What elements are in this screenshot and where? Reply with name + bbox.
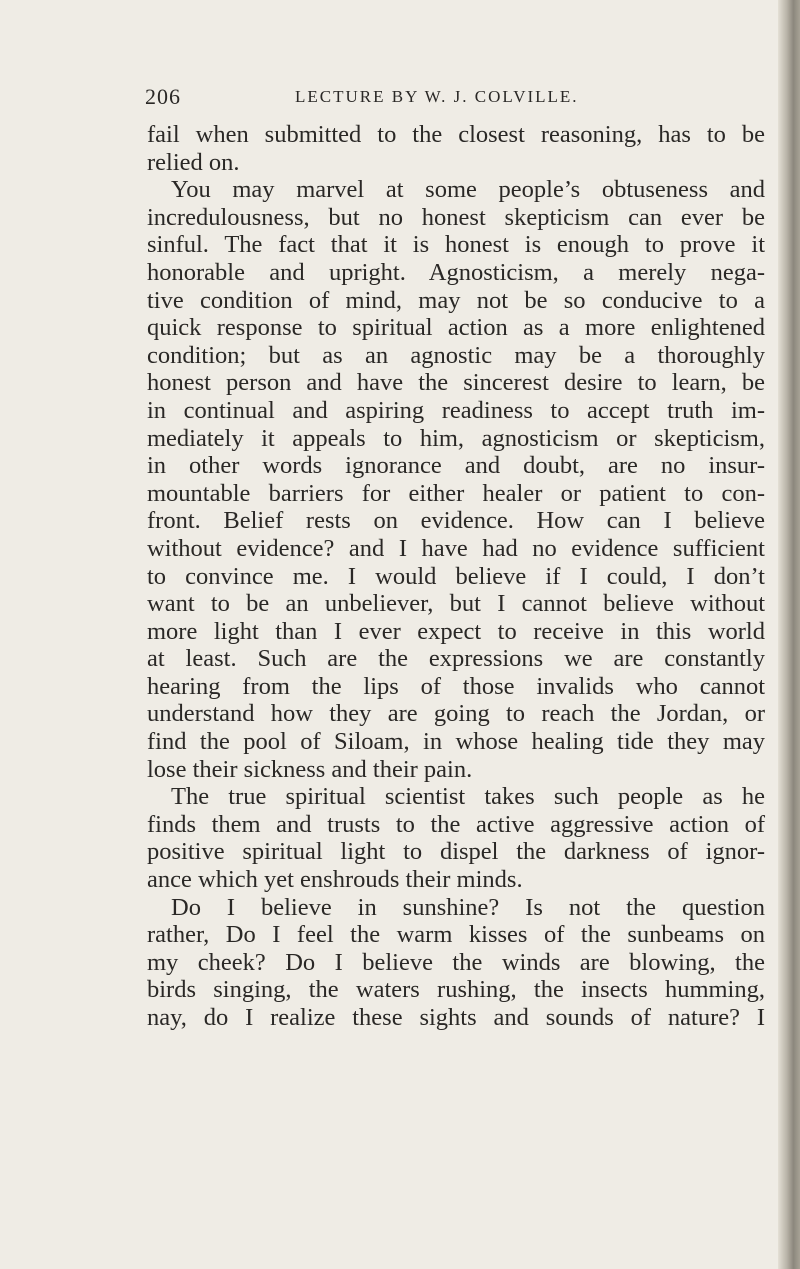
page-number: 206 xyxy=(145,84,181,109)
text-line: in other words ignorance and doubt, are no insur- xyxy=(147,452,765,480)
text-line: my cheek? Do I believe the winds are blowing, the xyxy=(147,948,765,976)
text-line: fail when submitted to the closest reasoning, has to be xyxy=(147,121,765,148)
text-line: without evidence? and I have had no evidence sufficient xyxy=(147,534,765,562)
text-line: hearing from the lips of those invalids who cannot xyxy=(147,672,765,700)
text-line: nay, do I realize these sights and sounds of nature? I xyxy=(147,1004,765,1031)
page-header xyxy=(145,84,765,110)
text-line: lose their sickness and their pain. xyxy=(147,755,473,783)
page-body-text xyxy=(147,121,765,1032)
text-line: in continual and aspiring readiness to accept truth im- xyxy=(147,396,765,424)
text-line: rather, Do I feel the warm kisses of the sunbeams on xyxy=(147,921,765,949)
text-line: quick response to spiritual action as a more enlightened xyxy=(147,314,765,342)
text-line: mountable barriers for either healer or patient to con- xyxy=(147,479,765,507)
text-line: positive spiritual light to dispel the darkness of ignor- xyxy=(147,838,765,866)
text-line: honest person and have the sincerest desire to learn, be xyxy=(147,369,765,397)
text-line: front. Belief rests on evidence. How can I believe xyxy=(147,507,765,535)
text-line: finds them and trusts to the active aggressive action of xyxy=(147,810,765,838)
text-line: more light than I ever expect to receive in this world xyxy=(147,617,765,645)
running-head: LECTURE BY W. J. COLVILLE. xyxy=(295,87,579,106)
text-line: find the pool of Siloam, in whose healing tide they may xyxy=(147,728,765,756)
text-line: want to be an unbeliever, but I cannot believe without xyxy=(147,590,765,618)
text-line: to convince me. I would believe if I could, I don’t xyxy=(147,562,765,590)
text-line: condition; but as an agnostic may be a thoroughly xyxy=(147,341,765,369)
text-line: relied on. xyxy=(147,148,240,176)
text-line: The true spiritual scientist takes such people as he xyxy=(171,783,765,811)
text-line: mediately it appeals to him, agnosticism or skepticism, xyxy=(147,424,765,452)
text-line: honorable and upright. Agnosticism, a merely nega- xyxy=(147,258,765,286)
text-line: You may marvel at some people’s obtuseness and xyxy=(171,176,765,204)
text-line: understand how they are going to reach the Jordan, or xyxy=(147,700,765,728)
text-line: at least. Such are the expressions we are constantly xyxy=(147,645,765,673)
text-line: incredulousness, but no honest skepticism can ever be xyxy=(147,203,765,231)
text-line: ance which yet enshrouds their minds. xyxy=(147,866,523,894)
text-line: tive condition of mind, may not be so conducive to a xyxy=(147,286,765,314)
text-line: birds singing, the waters rushing, the insects humming, xyxy=(147,976,765,1004)
book-binding-edge xyxy=(778,0,800,1269)
text-line: Do I believe in sunshine? Is not the question xyxy=(171,893,765,921)
text-line: sinful. The fact that it is honest is enough to prove it xyxy=(147,231,765,259)
